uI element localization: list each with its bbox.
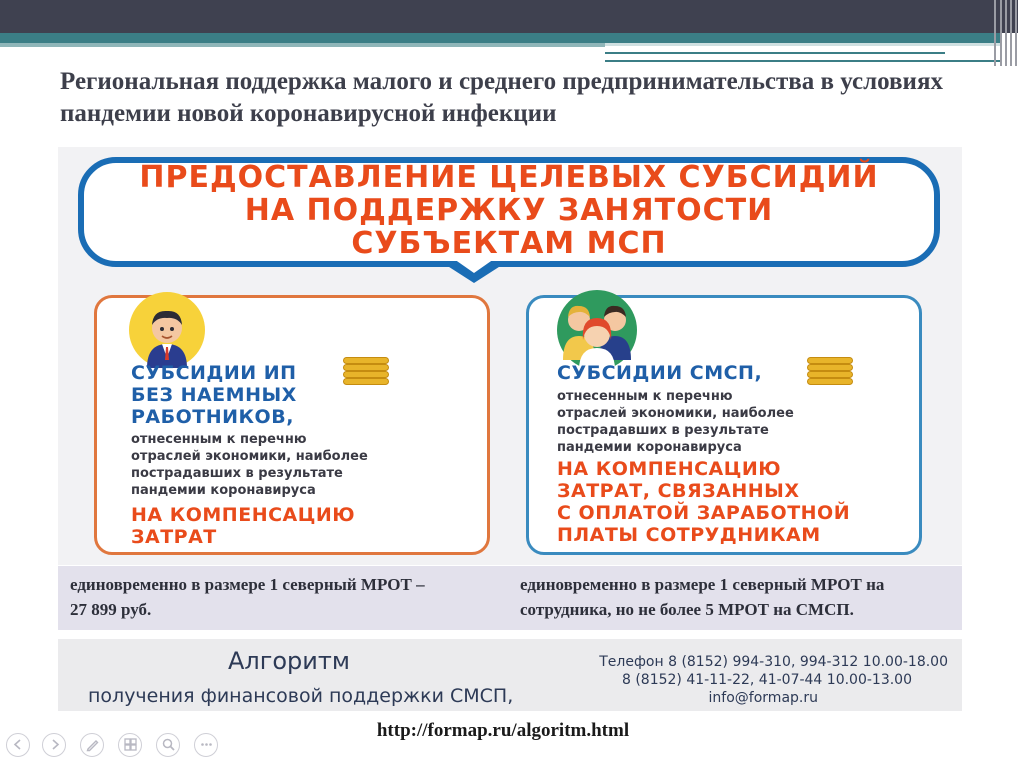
card-title: СУБСИДИИ СМСП, [557, 362, 763, 384]
zoom-icon[interactable] [156, 733, 180, 757]
headline [78, 161, 940, 260]
card-text: отнесенным к перечню отраслей экономики, наиболее пострадавших в результате пандемии коронавируса [557, 389, 794, 455]
slide-title: Региональная поддержка малого и среднего предпринимательства в условиях пандемии новой коронавирусной инфекции [60, 68, 943, 127]
amount-band [58, 566, 962, 630]
businessman-icon [129, 292, 205, 368]
team-icon [557, 290, 637, 370]
card-highlight: НА КОМПЕНСАЦИЮ ЗАТРАТ [131, 504, 356, 548]
amount-left: единовременно в размере 1 северный МРОТ – 27 899 руб. [70, 575, 425, 619]
headline-line: ПРЕДОСТАВЛЕНИЕ ЦЕЛЕВЫХ СУБСИДИЙ [139, 160, 879, 195]
amount-right: единовременно в размере 1 северный МРОТ на сотрудника, но не более 5 МРОТ на СМСП. [520, 575, 885, 619]
card-text: отнесенным к перечню отраслей экономики, наиболее пострадавших в результате пандемии коронавируса [131, 432, 368, 498]
card-highlight: НА КОМПЕНСАЦИЮ ЗАТРАТ, СВЯЗАННЫХ С ОПЛАТОЙ ЗАРАБОТНОЙ ПЛАТЫ СОТРУДНИКАМ [557, 458, 851, 546]
card-smsp [526, 295, 922, 555]
pen-icon[interactable] [80, 733, 104, 757]
card-title: СУБСИДИИ ИП БЕЗ НАЕМНЫХ РАБОТНИКОВ, [131, 362, 297, 428]
header-light-bar [0, 43, 605, 47]
card-individual-entrepreneur [94, 295, 490, 555]
slides-icon[interactable] [118, 733, 142, 757]
prev-icon[interactable] [6, 733, 30, 757]
headline-line: СУБЪЕКТАМ МСП [351, 226, 667, 261]
coins-icon [807, 356, 853, 386]
edge-stripes [992, 0, 1018, 66]
contact-phone-2: 8 (8152) 41-11-22, 41-07-44 10.00-13.00 [621, 672, 912, 688]
header-teal-bar [0, 33, 1000, 43]
header-dark-bar [0, 0, 1018, 33]
infographic [58, 147, 962, 565]
header-accent-line [605, 60, 1000, 62]
headline-line: НА ПОДДЕРЖКУ ЗАНЯТОСТИ [244, 193, 774, 228]
more-icon[interactable] [194, 733, 218, 757]
contact-phone-1: Телефон 8 (8152) 994-310, 994-312 10.00-18.00 [599, 654, 948, 670]
source-url[interactable]: http://formap.ru/algoritm.html [376, 720, 630, 741]
header-accent-line [605, 52, 945, 54]
algorithm-title: Алгоритм [228, 647, 350, 675]
algorithm-banner [58, 639, 962, 711]
next-icon[interactable] [42, 733, 66, 757]
contact-email: info@formap.ru [708, 690, 818, 706]
header-accent-line [605, 43, 1000, 46]
coins-icon [343, 356, 389, 386]
algorithm-subtitle: получения финансовой поддержки СМСП, [88, 685, 514, 707]
